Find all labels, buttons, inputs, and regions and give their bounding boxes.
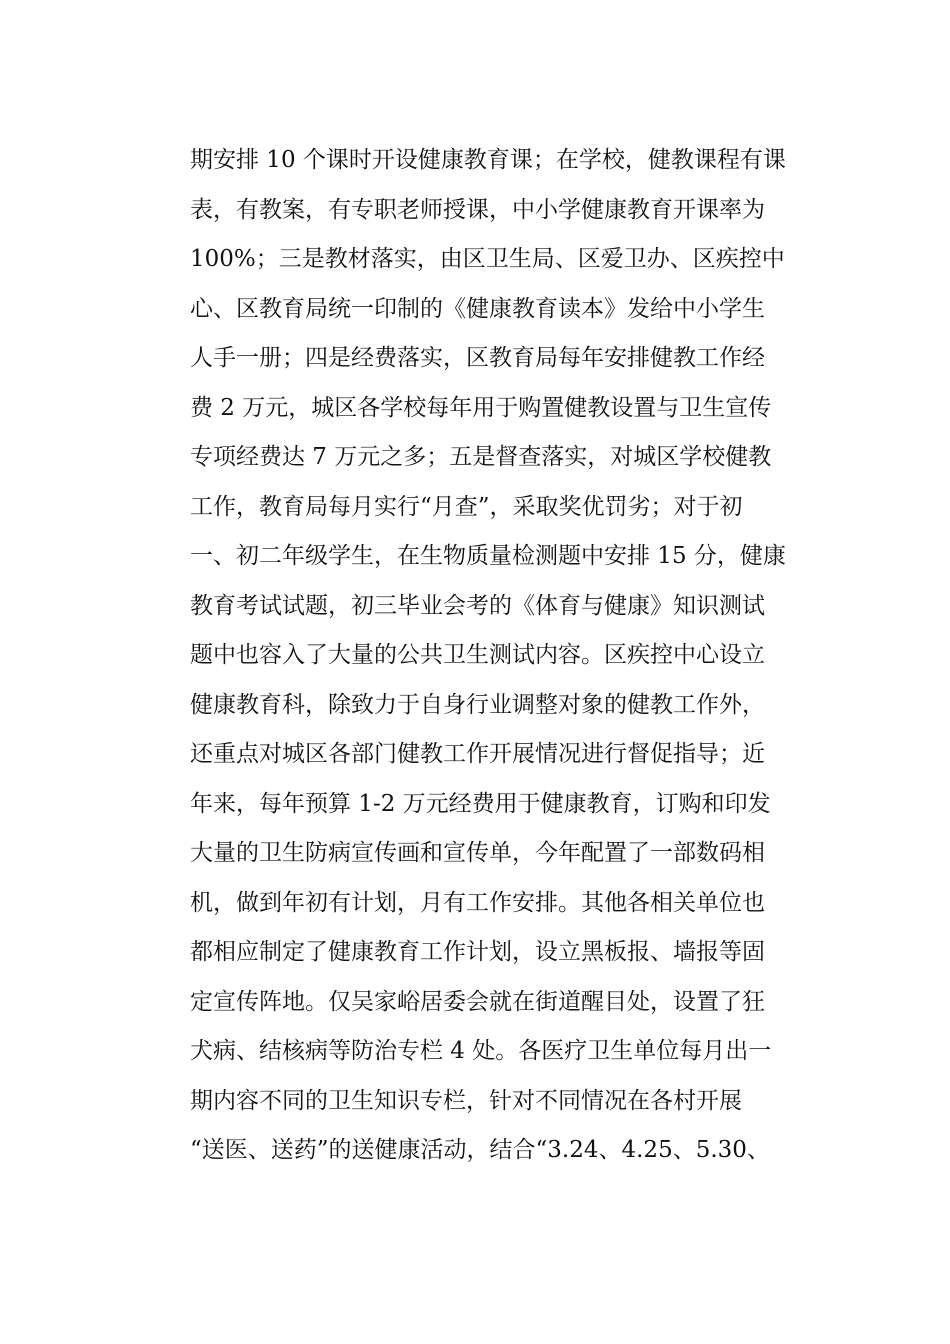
text-line: 机，做到年初有计划，月有工作安排。其他各相关单位也	[190, 889, 765, 916]
text-line: 还重点对城区各部门健教工作开展情况进行督促指导；近	[190, 741, 765, 767]
text-line: 健康教育科，除致力于自身行业调整对象的健教工作外，	[190, 691, 765, 718]
text-line: 期内容不同的卫生知识专栏，针对不同情况在各村开展	[190, 1087, 742, 1114]
document-body	[190, 139, 790, 1179]
text-line: 犬病、结核病等防治专栏 4 处。各医疗卫生单位每月出一	[190, 1038, 772, 1064]
text-line: 教育考试试题，初三毕业会考的《体育与健康》知识测试	[190, 592, 765, 619]
text-line: 都相应制定了健康教育工作计划，设立黑板报、墙报等固	[190, 939, 765, 965]
text-line: 工作，教育局每月实行“月查”，采取奖优罚劣；对于初	[190, 493, 743, 520]
text-line: 人手一册；四是经费落实，区教育局每年安排健教工作经	[190, 345, 765, 371]
text-line: 表，有教案，有专职老师授课，中小学健康教育开课率为	[190, 196, 765, 223]
text-line: 定宣传阵地。仅吴家峪居委会就在街道醒目处，设置了狂	[190, 988, 765, 1015]
text-line: 大量的卫生防病宣传画和宣传单，今年配置了一部数码相	[190, 840, 765, 866]
text-line: 题中也容入了大量的公共卫生测试内容。区疾控中心设立	[190, 642, 765, 668]
text-line: 期安排 10 个课时开设健康教育课；在学校，健教课程有课	[190, 147, 786, 173]
text-line: 年来，每年预算 1-2 万元经费用于健康教育，订购和印发	[190, 790, 771, 817]
text-line: “送医、送药”的送健康活动，结合“3.24、4.25、5.30、	[190, 1137, 770, 1163]
text-line: 一、初二年级学生，在生物质量检测题中安排 15 分，健康	[190, 543, 786, 569]
text-line: 100%；三是教材落实，由区卫生局、区爱卫办、区疾控中	[190, 246, 785, 272]
text-line: 专项经费达 7 万元之多；五是督查落实，对城区学校健教	[190, 444, 772, 470]
text-line: 费 2 万元，城区各学校每年用于购置健教设置与卫生宣传	[190, 394, 772, 421]
text-line: 心、区教育局统一印制的《健康教育读本》发给中小学生	[190, 295, 765, 322]
